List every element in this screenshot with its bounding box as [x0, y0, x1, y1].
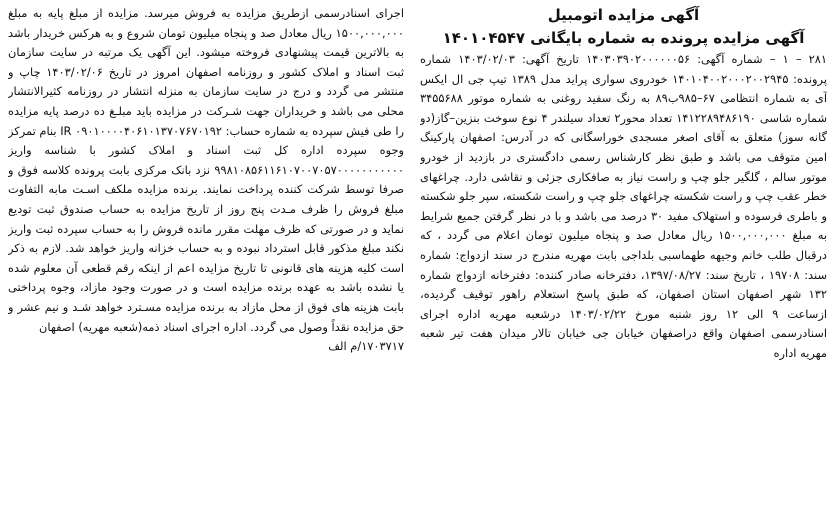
notice-left-column [8, 4, 404, 514]
notice-subtitle: آگهی مزایده پرونده به شماره بایگانی ۱۴۰۱۰۴۵۴۷ [442, 29, 805, 47]
notice-body-right: ۲۸۱ – ۱ – شماره آگهی: ۱۴۰۳۰۳۹۰۲۰۰۰۰۰۰۵۶ تاریخ آگهی: ۱۴۰۳/۰۲/۰۳ شماره پرونده: ۱۴۰۱۰۴۰۰۲۰۰۰۲۰۰۲۹۴۵ خودروی سواری پراید مدل ۱۳۸۹ تیپ جی ال ایکس آی به شماره انتظامی ۶۷–۹۸۵ب۸۹ به رنگ سفید روغنی به شماره موتور ۳۴۵۵۶۸۸ شماره شاسی ۱۴۱۲۲۸۹۴۸۶۱۹۰ تعداد محور۲ تعداد سیلندر ۴ نوع سوخت بنزین–گاز(دو گانه سوز) متعلق به آقای اصغر مسجدی خوراسگانی که در آدرس: اصفهان پارکینگ امین متوقف می باشد و طبق نظر کارشناس رسمی دادگستری در بازدید از خودرو موتور سالم ، گلگیر جلو چپ و راست نیاز به صافکاری جزئی و نقاشی دارد. چراغهای خطر عقب چپ و راست شکسته چراغهای جلو چپ و راست شکسته، سپر جلو شکسته و باطری فرسوده و استهلاک مفید ۳۰ درصد می باشد و با در نظر گرفتن جمیع شرایط به مبلغ ۱۵۰۰,۰۰۰,۰۰۰ ریال معادل صد و پنجاه میلیون تومان اعلام می گردد ، که درقبال طلب خانم وجیهه طهماسبی بلداجی بابت مهریه مندرج در سند ازدواج: شماره سند: ۱۹۷۰۸ ، تاریخ سند: ۱۳۹۷/۰۸/۲۷، دفترخانه صادر کننده: دفترخانه ازدواج شماره ۱۳۲ شهر اصفهان استان اصفهان، که طبق پاسخ استعلام راهور توقیف گردیده، ازساعت ۹ الی ۱۲ روز شنبه مورخ ۱۴۰۳/۰۲/۲۲ درشعبه مهریه اداره اجرای اسنادرسمی اصفهان واقع دراصفهان خیابان جی خیابان تالار میدان هفت تیر شعبه مهریه اداره [420, 52, 827, 360]
notice-right-column [420, 4, 827, 514]
notice-body-left: اجرای اسنادرسمی ازطریق مزایده به فروش میرسد. مزایده از مبلغ پایه به مبلغ ۱۵۰۰,۰۰۰,۰۰۰ ریال معادل صد و پنجاه میلیون تومان شروع و به هرکس خریدار باشد به بالاترین قیمت پیشنهادی فروخته میشود. این آگهی یک مرتبه در سایت سازمان ثبت اسناد و املاک کشور و روزنامه اصفهان امروز در تاریخ ۱۴۰۳/۰۲/۰۶ چاپ و منتشر می گردد و درج در سایت سازمان به منزله انتشار در روزنامه کثیرالانتشار محلی می باشد و خریداران جهت شـرکت در مزایده باید مبلـغ ده درصد پایه مزایده را طی فیش سپرده به شماره حساب: IR ۰۹۰۱۰۰۰۰۴۰۶۱۰۱۳۷۰۷۶۷۰۱۹۲ بنام تمرکز وجوه سپرده اداره کل ثبت اسناد و املاک کشور با شناسه واریز ۹۹۸۱۰۸۵۶۱۱۶۱۰۷۰۰۷۰۵۷۰۰۰۰۰۰۰۰۰۰۰ نزد بانک مرکزی بابت پرونده کلاسه فوق و صرفا توسط شرکت کننده پرداخت نمایند. برنده مزایده ملکف اسـت مابه التفاوت مبلغ فروش را ظرف مـدت پنج روز از تاریخ مزایده به حساب صندوق ثبت تودیع نماید و در صورتی که ظرف مهلت مقرر مانده فروش را به حساب سپرده ثبت واریز نکند مبلغ مذکور قابل استرداد نبوده و به حساب خزانه واریز خواهد شد. لازم به ذکر است کلیه هزینه های قانونی تا تاریخ مزایده اعم از اینکه رقم قطعی آن معلوم شده یا نشده باشد به عهده برنده مزایده است و در صورت وجود مازاد، وجوه پرداختی بابت هزینه های فوق از محل مازاد به برنده مزایده مسـترد خواهد شـد و نیم عشر و حق مزایده نقداً وصول می گردد. اداره اجرای اسناد ذمه(شعبه مهریه) اصفهان [8, 6, 405, 334]
notice-title: آگهی مزایده اتومبیل [547, 6, 700, 24]
notice-signature: ۱۷۰۳۷۱۷/م الف [328, 339, 405, 354]
